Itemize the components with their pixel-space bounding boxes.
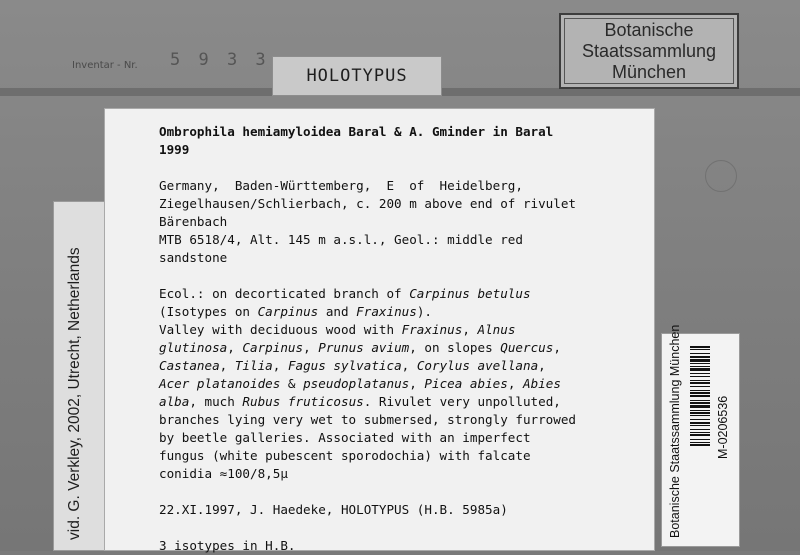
barcode-institution: Botanische Staatssammlung München	[668, 324, 682, 538]
inventory-number: 5 9 3 3	[170, 50, 270, 70]
taxon-name: Acer platanoides	[159, 376, 281, 391]
sheet-mark	[705, 160, 737, 192]
taxon-name: pseudoplatanus	[303, 376, 410, 391]
taxon-name: Carpinus	[242, 340, 304, 355]
determination-text: vid. G. Verkley, 2002, Utrecht, Netherlands	[66, 247, 83, 540]
taxon-name: Quercus	[500, 340, 554, 355]
locality-line: Ziegelhausen/Schlierbach, c. 200 m above end of rivulet	[159, 196, 577, 211]
ecology-line: Acer platanoides & pseudoplatanus, Picea abies, Abies	[159, 376, 561, 391]
locality-line: Germany, Baden-Württemberg, E of Heidelberg,	[159, 178, 523, 193]
taxon-name: Tilia	[234, 358, 273, 373]
determination-label	[53, 201, 105, 551]
ecology-line: Valley with deciduous wood with Fraxinus, Alnus	[159, 322, 516, 337]
specimen-label	[104, 108, 655, 551]
taxon-name: Fraxinus	[356, 304, 417, 319]
ecology-line: fungus (white pubescent sporodochia) with falcate	[159, 448, 531, 463]
ecology-line: by beetle galleries. Associated with an imperfect	[159, 430, 531, 445]
holotypus-tag: HOLOTYPUS	[272, 56, 442, 96]
taxon-name: Carpinus betulus	[409, 286, 531, 301]
taxon-name: Carpinus	[257, 304, 319, 319]
ecology-line: Castanea, Tilia, Fagus sylvatica, Corylus avellana,	[159, 358, 546, 373]
taxon-name: glutinosa	[159, 340, 228, 355]
taxon-name: Corylus avellana	[416, 358, 539, 373]
taxon-name: Alnus	[477, 322, 516, 337]
taxon-name: Prunus avium	[318, 340, 410, 355]
ecology-line: alba, much Rubus fruticosus. Rivulet very unpolluted,	[159, 394, 561, 409]
institution-stamp	[559, 13, 739, 89]
specimen-label-text	[159, 123, 645, 555]
collection-info: 22.XI.1997, J. Haedeke, HOLOTYPUS (H.B. 5985a)	[159, 502, 508, 517]
stamp-line-1: Botanische	[604, 19, 694, 40]
taxon-name: alba	[159, 394, 190, 409]
ecology-line: Ecol.: on decorticated branch of Carpinus betulus	[159, 286, 531, 301]
locality-line: sandstone	[159, 250, 228, 265]
locality-line: Bärenbach	[159, 214, 228, 229]
stamp-line-2: Staatssammlung	[581, 40, 717, 61]
ecology-line: (Isotypes on Carpinus and Fraxinus).	[159, 304, 433, 319]
barcode-bar	[690, 446, 710, 447]
barcode	[690, 346, 710, 532]
taxon-name: Abies	[522, 376, 561, 391]
taxon-name: Picea abies	[424, 376, 508, 391]
ecology-line: conidia ≈100/8,5µ	[159, 466, 288, 481]
stamp-border	[564, 18, 734, 84]
taxon-name: Fagus sylvatica	[287, 358, 402, 373]
taxon-name: Castanea	[159, 358, 220, 373]
barcode-catalog-number: M-0206536	[716, 395, 730, 459]
barcode-label	[661, 324, 740, 547]
inventory-label: Inventar - Nr.	[72, 60, 138, 71]
ecology-line: branches lying very wet to submersed, strongly furrowed	[159, 412, 577, 427]
locality-block	[159, 177, 645, 267]
species-year: 1999	[159, 142, 190, 157]
species-name: Ombrophila hemiamyloidea Baral & A. Gminder in Baral	[159, 124, 554, 139]
isotypes-note: 3 isotypes in H.B.	[159, 538, 296, 553]
stamp-line-3: München	[611, 61, 687, 82]
locality-line: MTB 6518/4, Alt. 145 m a.s.l., Geol.: middle red	[159, 232, 523, 247]
taxon-name: Rubus fruticosus	[242, 394, 364, 409]
ecology-line: glutinosa, Carpinus, Prunus avium, on slopes Quercus,	[159, 340, 561, 355]
ecology-block	[159, 285, 645, 483]
taxon-name: Fraxinus	[401, 322, 463, 337]
